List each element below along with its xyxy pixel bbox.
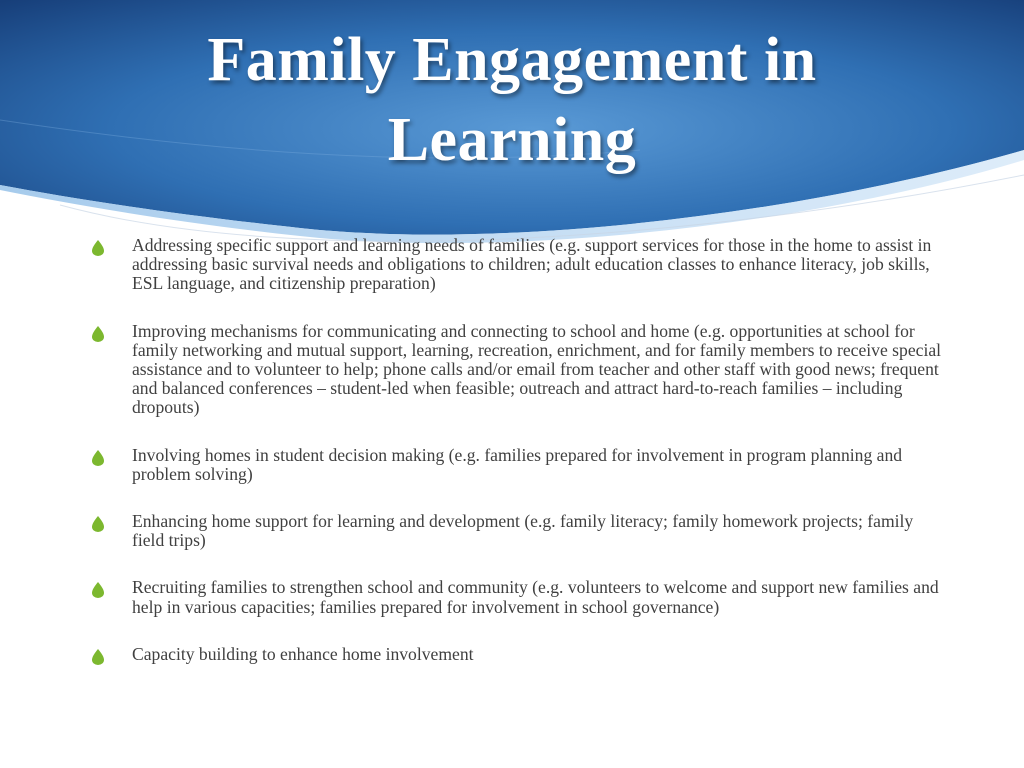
list-item	[92, 446, 942, 484]
list-item	[92, 578, 942, 616]
bullet-text: Involving homes in student decision making (e.g. families prepared for involvement in program planning and problem solving)	[132, 444, 903, 484]
list-item	[92, 322, 942, 418]
list-item	[92, 645, 942, 664]
bullet-list	[92, 236, 942, 692]
leaf-icon	[92, 326, 104, 342]
bullet-text: Enhancing home support for learning and development (e.g. family literacy; family homework projects; family field trips)	[132, 511, 914, 551]
leaf-icon	[92, 582, 104, 598]
leaf-icon	[92, 450, 104, 466]
bullet-text: Addressing specific support and learning needs of families (e.g. support services for those in the home to assist in addressing basic survival needs and obligations to children; adult education classes to enhance literacy, job skills, ESL language, and citizenship preparation)	[132, 235, 932, 294]
leaf-icon	[92, 649, 104, 665]
bullet-text: Capacity building to enhance home involvement	[132, 643, 474, 664]
list-item	[92, 236, 942, 294]
bullet-text: Improving mechanisms for communicating and connecting to school and home (e.g. opportunities at school for family networking and mutual support, learning, recreation, enrichment, and for family members to receive special assistance and to volunteer to help; phone calls and/or email from teacher and other staff with good news; frequent and balanced conferences – student-led when feasible; outreach and attract hard-to-reach families – including dropouts)	[132, 320, 942, 418]
slide-title: Family Engagement in Learning	[207, 26, 817, 174]
leaf-icon	[92, 516, 104, 532]
list-item	[92, 512, 942, 550]
bullet-text: Recruiting families to strengthen school and community (e.g. volunteers to welcome and support new families and help in various capacities; families prepared for involvement in school governance)	[132, 577, 939, 617]
leaf-icon	[92, 240, 104, 256]
